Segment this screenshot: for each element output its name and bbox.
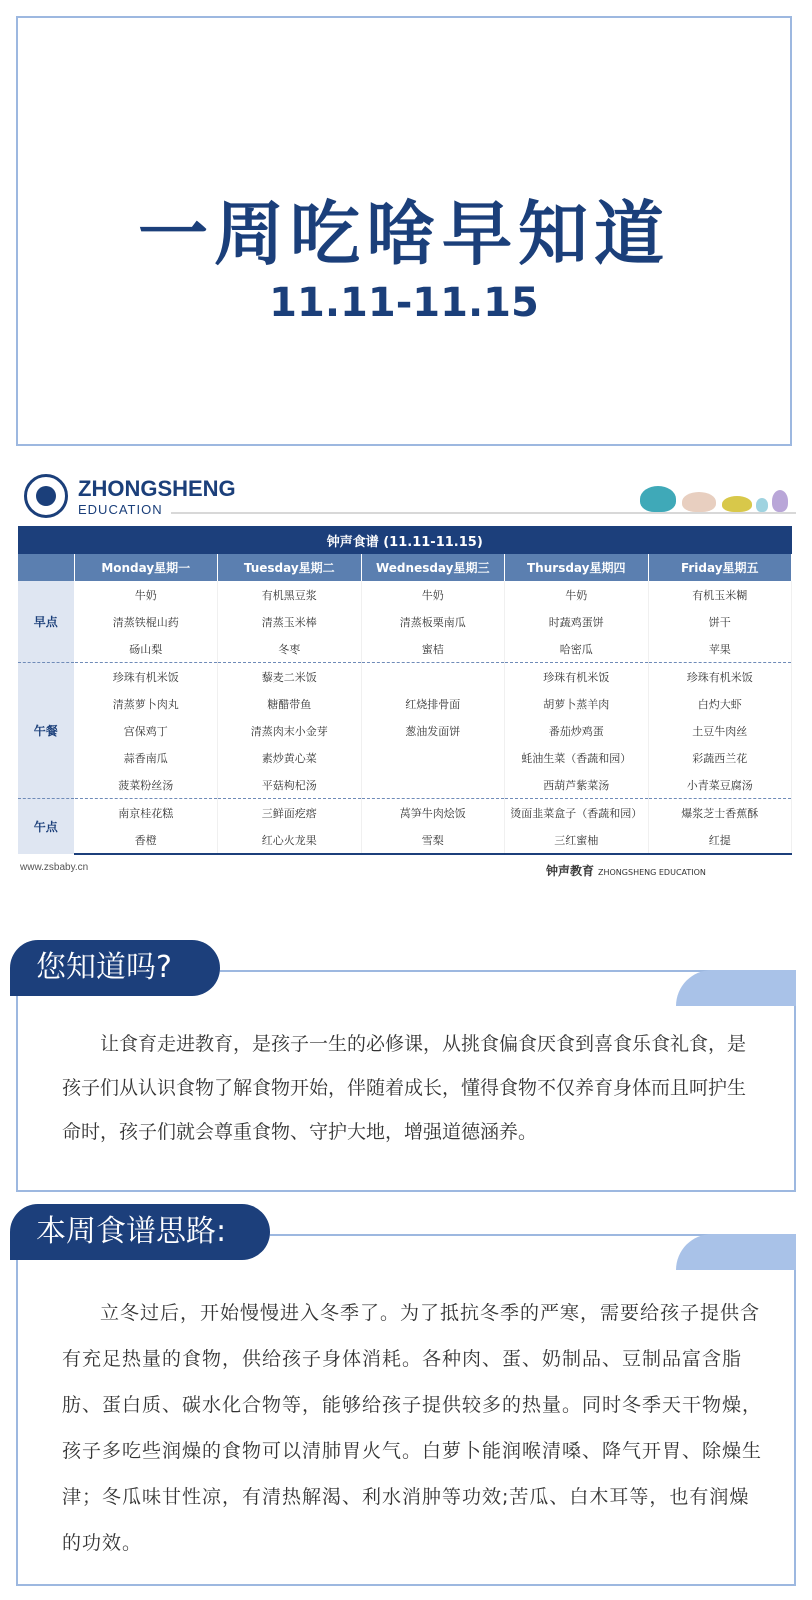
menu-cell: 烫面韭菜盒子（香蔬和园） <box>505 799 649 827</box>
menu-cell: 莴笋牛肉烩饭 <box>361 799 505 827</box>
table-row <box>18 744 792 771</box>
menu-cell: 番茄炒鸡蛋 <box>505 717 649 744</box>
table-row <box>18 635 792 663</box>
menu-cell: 清蒸玉米棒 <box>218 608 362 635</box>
menu-idea-section <box>16 1204 796 1594</box>
did-you-know-text: 让食育走进教育，是孩子一生的必修课，从挑食偏食厌食到喜食乐食礼食，是孩子们从认识食物了解食物开始，伴随着成长，懂得食物不仅养育身体而且呵护生命时，孩子们就会尊重食物、守护大地，增强道德涵养。 <box>62 1033 747 1143</box>
table-corner <box>18 554 74 581</box>
menu-cell: 清蒸铁棍山药 <box>74 608 218 635</box>
menu-cell: 雪梨 <box>361 826 505 854</box>
did-you-know-section <box>16 940 796 1200</box>
menu-caption: 钟声食谱 (11.11-11.15) <box>18 526 792 554</box>
menu-cell: 三红蜜柚 <box>505 826 649 854</box>
menu-cell: 饼干 <box>648 608 792 635</box>
menu-cell: 有机黑豆浆 <box>218 581 362 608</box>
section-corner-decoration <box>676 970 796 1006</box>
day-header: Thursday星期四 <box>505 554 649 581</box>
menu-cell: 苹果 <box>648 635 792 663</box>
menu-cell: 香橙 <box>74 826 218 854</box>
school-logo-icon <box>24 474 68 518</box>
day-header-row <box>18 554 792 581</box>
menu-cell: 胡萝卜蒸羊肉 <box>505 690 649 717</box>
menu-idea-heading: 本周食谱思路: <box>10 1204 270 1260</box>
menu-cell: 牛奶 <box>74 581 218 608</box>
menu-cell: 平菇枸杞汤 <box>218 771 362 799</box>
meal-label: 午餐 <box>18 663 74 799</box>
menu-cell: 白灼大虾 <box>648 690 792 717</box>
menu-cell: 三鲜面疙瘩 <box>218 799 362 827</box>
menu-cell: 糖醋带鱼 <box>218 690 362 717</box>
menu-cell: 牛奶 <box>361 581 505 608</box>
menu-cell <box>361 663 505 691</box>
page-title: 一周吃啥早知道 <box>138 193 670 275</box>
menu-cell: 蜜桔 <box>361 635 505 663</box>
day-header: Monday星期一 <box>74 554 218 581</box>
footer-brand-cn: 钟声教育 <box>546 864 595 878</box>
meal-label: 早点 <box>18 581 74 663</box>
menu-cell: 红心火龙果 <box>218 826 362 854</box>
table-row <box>18 663 792 691</box>
menu-cell: 彩蔬西兰花 <box>648 744 792 771</box>
meal-label: 午点 <box>18 799 74 855</box>
menu-cell: 蒜香南瓜 <box>74 744 218 771</box>
table-row <box>18 717 792 744</box>
menu-cell: 菠菜粉丝汤 <box>74 771 218 799</box>
menu-cell: 土豆牛肉丝 <box>648 717 792 744</box>
menu-cell: 珍珠有机米饭 <box>74 663 218 691</box>
menu-cell: 西葫芦紫菜汤 <box>505 771 649 799</box>
menu-cell <box>361 744 505 771</box>
menu-cell <box>361 771 505 799</box>
menu-cell: 珍珠有机米饭 <box>648 663 792 691</box>
table-row <box>18 771 792 799</box>
week-date-range: 11.11-11.15 <box>269 280 539 326</box>
menu-cell: 蚝油生菜（香蔬和园） <box>505 744 649 771</box>
menu-cell: 爆浆芝士香蕉酥 <box>648 799 792 827</box>
menu-cell: 清蒸肉末小金芽 <box>218 717 362 744</box>
day-header: Tuesday星期二 <box>218 554 362 581</box>
hero-card <box>16 16 792 446</box>
menu-cell: 清蒸萝卜肉丸 <box>74 690 218 717</box>
menu-cell: 南京桂花糕 <box>74 799 218 827</box>
menu-cell: 时蔬鸡蛋饼 <box>505 608 649 635</box>
table-row <box>18 826 792 854</box>
menu-cell: 葱油发面饼 <box>361 717 505 744</box>
menu-cell: 清蒸板栗南瓜 <box>361 608 505 635</box>
website-url: www.zsbaby.cn <box>20 862 89 873</box>
brand-subtitle: EDUCATION <box>78 502 163 517</box>
day-header: Friday星期五 <box>648 554 792 581</box>
menu-cell: 宫保鸡丁 <box>74 717 218 744</box>
did-you-know-heading: 您知道吗? <box>10 940 220 996</box>
day-header: Wednesday星期三 <box>361 554 505 581</box>
menu-section <box>16 462 796 882</box>
menu-cell: 哈密瓜 <box>505 635 649 663</box>
section-corner-decoration <box>676 1234 796 1270</box>
menu-cell: 珍珠有机米饭 <box>505 663 649 691</box>
table-row <box>18 799 792 827</box>
weekly-menu-table <box>18 526 792 855</box>
table-row <box>18 608 792 635</box>
animals-decoration-icon <box>640 476 790 512</box>
menu-cell: 红提 <box>648 826 792 854</box>
table-row <box>18 690 792 717</box>
menu-cell: 有机玉米糊 <box>648 581 792 608</box>
menu-cell: 砀山梨 <box>74 635 218 663</box>
menu-cell: 牛奶 <box>505 581 649 608</box>
footer-brand-en: ZHONGSHENG EDUCATION <box>598 868 706 877</box>
menu-cell: 藜麦二米饭 <box>218 663 362 691</box>
table-row <box>18 581 792 608</box>
menu-idea-text: 立冬过后，开始慢慢进入冬季了。为了抵抗冬季的严寒，需要给孩子提供含有充足热量的食物，供给孩子身体消耗。各种肉、蛋、奶制品、豆制品富含脂肪、蛋白质、碳水化合物等，能够给孩子提供较多的热量。同时冬季天干物燥，孩子多吃些润燥的食物可以清肺胃火气。白萝卜能润喉清嗓、降气开胃、除燥生津；冬瓜味甘性凉，有清热解渴、利水消肿等功效;苦瓜、白木耳等，也有润燥的功效。 <box>62 1302 763 1554</box>
menu-cell: 小青菜豆腐汤 <box>648 771 792 799</box>
menu-cell: 红烧排骨面 <box>361 690 505 717</box>
menu-cell: 冬枣 <box>218 635 362 663</box>
menu-cell: 素炒黄心菜 <box>218 744 362 771</box>
header-divider <box>171 512 796 514</box>
brand-name: ZHONGSHENG <box>78 476 236 501</box>
footer-brand <box>546 862 706 879</box>
